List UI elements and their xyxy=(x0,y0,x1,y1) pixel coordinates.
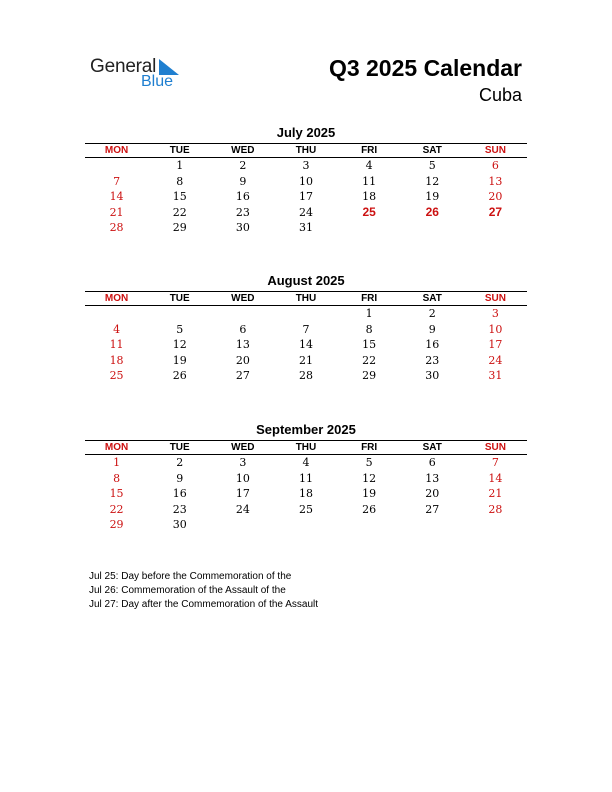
day-cell: 28 xyxy=(488,502,503,516)
weekday-header: WED xyxy=(211,441,274,455)
empty-day-cell xyxy=(211,517,274,533)
week-row xyxy=(85,306,527,322)
day-cell: 3 xyxy=(239,456,247,469)
day-cell: 20 xyxy=(235,353,250,367)
page-title: Q3 2025 Calendar xyxy=(328,55,522,81)
day-cell: 2 xyxy=(239,159,247,172)
logo-word-general: General xyxy=(90,56,157,77)
day-cell: 19 xyxy=(425,190,440,204)
day-cell: 10 xyxy=(298,174,313,188)
day-cell: 8 xyxy=(365,322,373,336)
logo-word-blue: Blue xyxy=(141,73,174,90)
day-cell: 8 xyxy=(176,174,184,188)
day-cell: 20 xyxy=(488,190,503,204)
weekday-header: WED xyxy=(211,144,274,158)
day-cell: 24 xyxy=(235,502,250,516)
day-cell: 21 xyxy=(109,205,124,219)
weekday-header: SAT xyxy=(401,441,464,455)
week-row xyxy=(85,368,527,384)
day-cell: 29 xyxy=(172,221,187,235)
calendar-grid xyxy=(85,440,527,533)
day-cell: 27 xyxy=(488,204,503,219)
day-cell: 2 xyxy=(428,307,436,320)
weekday-header: THU xyxy=(274,292,337,306)
day-cell: 30 xyxy=(235,221,250,235)
day-cell: 9 xyxy=(176,471,184,485)
day-cell: 30 xyxy=(425,369,440,383)
day-cell: 7 xyxy=(491,456,499,469)
week-row xyxy=(85,220,527,236)
holiday-note: Jul 25: Day before the Commemoration of the xyxy=(89,571,292,582)
month-title: September 2025 xyxy=(256,422,356,437)
day-cell: 15 xyxy=(109,487,124,501)
day-cell: 21 xyxy=(488,487,503,501)
week-row xyxy=(85,322,527,338)
week-row xyxy=(85,337,527,353)
day-cell: 6 xyxy=(428,456,436,469)
weekday-header: SUN xyxy=(464,144,527,158)
day-cell: 7 xyxy=(113,174,121,188)
day-cell: 25 xyxy=(298,502,313,516)
day-cell: 31 xyxy=(298,221,313,235)
day-cell: 27 xyxy=(425,502,440,516)
weekday-header: TUE xyxy=(148,441,211,455)
day-cell: 6 xyxy=(491,159,499,172)
day-cell: 15 xyxy=(172,190,187,204)
day-cell: 24 xyxy=(488,353,503,367)
empty-day-cell xyxy=(338,220,401,236)
weekday-header: TUE xyxy=(148,144,211,158)
empty-day-cell xyxy=(85,158,148,174)
day-cell: 3 xyxy=(491,307,499,320)
day-cell: 16 xyxy=(172,487,187,501)
day-cell: 13 xyxy=(488,174,503,188)
weekday-header: THU xyxy=(274,144,337,158)
day-cell: 15 xyxy=(362,338,377,352)
day-cell: 9 xyxy=(428,322,436,336)
day-cell: 31 xyxy=(488,369,503,383)
day-cell: 19 xyxy=(362,487,377,501)
day-cell: 24 xyxy=(298,205,313,219)
day-cell: 12 xyxy=(172,338,187,352)
weekday-header: THU xyxy=(274,441,337,455)
day-cell: 16 xyxy=(235,190,250,204)
day-cell: 5 xyxy=(428,159,436,172)
empty-day-cell xyxy=(148,306,211,322)
day-cell: 29 xyxy=(362,369,377,383)
day-cell: 22 xyxy=(109,502,124,516)
empty-day-cell xyxy=(464,517,527,533)
day-cell: 4 xyxy=(113,322,121,336)
day-cell: 23 xyxy=(235,205,250,219)
day-cell: 20 xyxy=(425,487,440,501)
weekday-header-row xyxy=(85,144,527,158)
day-cell: 17 xyxy=(298,190,313,204)
day-cell: 8 xyxy=(113,471,121,485)
day-cell: 30 xyxy=(172,518,187,532)
empty-day-cell xyxy=(464,220,527,236)
week-row xyxy=(85,158,527,174)
day-cell: 4 xyxy=(365,159,373,172)
empty-day-cell xyxy=(338,517,401,533)
empty-day-cell xyxy=(274,306,337,322)
day-cell: 2 xyxy=(176,456,184,469)
empty-day-cell xyxy=(85,306,148,322)
day-cell: 4 xyxy=(302,456,310,469)
day-cell: 19 xyxy=(172,353,187,367)
weekday-header: MON xyxy=(85,292,148,306)
month-title: August 2025 xyxy=(267,273,345,288)
day-cell: 1 xyxy=(365,307,373,320)
day-cell: 7 xyxy=(302,322,310,336)
weekday-header: SAT xyxy=(401,292,464,306)
week-row xyxy=(85,471,527,487)
week-row xyxy=(85,486,527,502)
empty-day-cell xyxy=(401,220,464,236)
day-cell: 28 xyxy=(109,221,124,235)
weekday-header: TUE xyxy=(148,292,211,306)
month-title: July 2025 xyxy=(276,125,336,140)
day-cell: 18 xyxy=(362,190,377,204)
day-cell: 18 xyxy=(109,353,124,367)
day-cell: 9 xyxy=(239,174,247,188)
day-cell: 26 xyxy=(362,502,377,516)
weekday-header: MON xyxy=(85,144,148,158)
weekday-header: SUN xyxy=(464,441,527,455)
day-cell: 18 xyxy=(298,487,313,501)
weekday-header-row xyxy=(85,441,527,455)
day-cell: 26 xyxy=(172,369,187,383)
day-cell: 3 xyxy=(302,159,310,172)
day-cell: 13 xyxy=(235,338,250,352)
week-row xyxy=(85,353,527,369)
country-name: Cuba xyxy=(478,85,522,105)
holiday-note: Jul 27: Day after the Commemoration of the Assault xyxy=(89,599,318,610)
month-august xyxy=(85,273,527,384)
week-row xyxy=(85,205,527,221)
weekday-header: FRI xyxy=(338,144,401,158)
week-row xyxy=(85,174,527,190)
calendar-grid xyxy=(85,143,527,236)
day-cell: 26 xyxy=(425,204,439,219)
day-cell: 1 xyxy=(113,456,121,469)
week-row xyxy=(85,502,527,518)
day-cell: 22 xyxy=(172,205,187,219)
week-row xyxy=(85,517,527,533)
weekday-header: FRI xyxy=(338,292,401,306)
day-cell: 27 xyxy=(235,369,250,383)
day-cell: 13 xyxy=(425,471,440,485)
empty-day-cell xyxy=(211,306,274,322)
day-cell: 6 xyxy=(239,322,247,336)
day-cell: 11 xyxy=(298,471,313,485)
day-cell: 14 xyxy=(298,338,313,352)
day-cell: 16 xyxy=(425,338,440,352)
weekday-header-row xyxy=(85,292,527,306)
day-cell: 14 xyxy=(109,190,124,204)
day-cell: 11 xyxy=(109,338,124,352)
week-row xyxy=(85,189,527,205)
weekday-header: MON xyxy=(85,441,148,455)
empty-day-cell xyxy=(401,517,464,533)
day-cell: 1 xyxy=(176,159,184,172)
day-cell: 29 xyxy=(109,518,124,532)
day-cell: 22 xyxy=(362,353,377,367)
day-cell: 28 xyxy=(298,369,313,383)
month-september xyxy=(85,422,527,533)
day-cell: 23 xyxy=(425,353,440,367)
day-cell: 10 xyxy=(235,471,250,485)
day-cell: 17 xyxy=(488,338,503,352)
empty-day-cell xyxy=(274,517,337,533)
day-cell: 12 xyxy=(425,174,440,188)
weekday-header: SAT xyxy=(401,144,464,158)
day-cell: 23 xyxy=(172,502,187,516)
day-cell: 5 xyxy=(365,456,373,469)
day-cell: 21 xyxy=(298,353,313,367)
day-cell: 25 xyxy=(109,369,124,383)
general-blue-logo xyxy=(90,56,200,96)
day-cell: 25 xyxy=(362,204,376,219)
calendar-grid xyxy=(85,291,527,384)
day-cell: 5 xyxy=(176,322,184,336)
holiday-note: Jul 26: Commemoration of the Assault of the xyxy=(89,585,286,596)
day-cell: 11 xyxy=(362,174,377,188)
day-cell: 10 xyxy=(488,322,503,336)
day-cell: 17 xyxy=(235,487,250,501)
holiday-notes xyxy=(89,570,389,612)
weekday-header: FRI xyxy=(338,441,401,455)
weekday-header: WED xyxy=(211,292,274,306)
weekday-header: SUN xyxy=(464,292,527,306)
day-cell: 14 xyxy=(488,471,503,485)
week-row xyxy=(85,455,527,471)
day-cell: 12 xyxy=(362,471,377,485)
month-july xyxy=(85,125,527,236)
